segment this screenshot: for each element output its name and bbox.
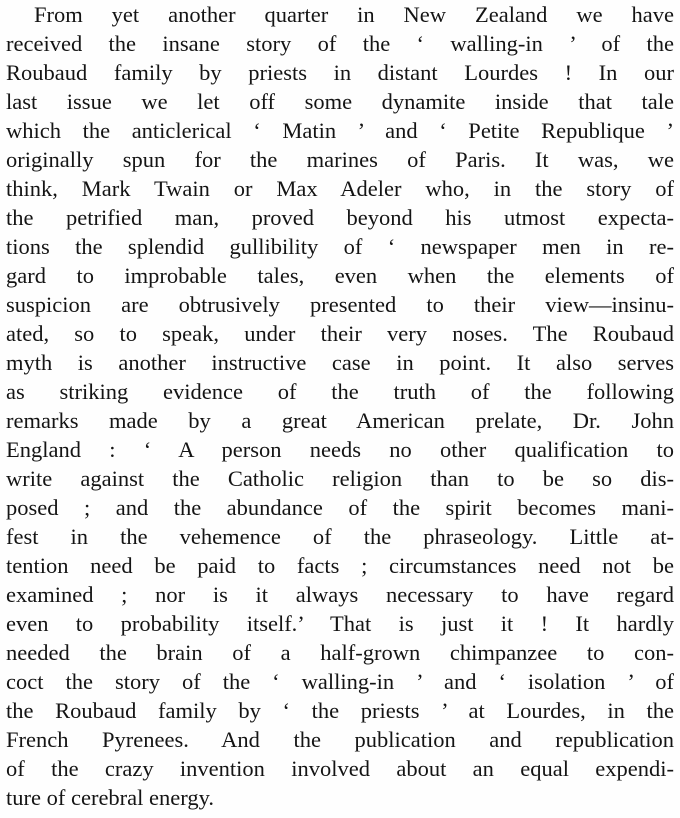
article-line-23: needed the brain of a half-grown chimpanzee to con- bbox=[6, 640, 674, 665]
article-line-28: ture of cerebral energy. bbox=[6, 785, 215, 810]
article-line-12: ated, so to speak, under their very noses. The Roubaud bbox=[6, 321, 674, 346]
article-line-2: received the insane story of the ‘ walling-in ’ of the bbox=[6, 31, 674, 56]
article-line-9: tions the splendid gullibility of ‘ newspaper men in re- bbox=[6, 234, 674, 259]
article-line-1: From yet another quarter in New Zealand we have bbox=[34, 2, 674, 27]
article-line-27: of the crazy invention involved about an equal expendi- bbox=[6, 756, 674, 781]
article-line-11: suspicion are obtrusively presented to their view—insinu- bbox=[6, 292, 674, 317]
article-line-20: tention need be paid to facts ; circumstances need not be bbox=[6, 553, 674, 578]
article-line-10: gard to improbable tales, even when the elements of bbox=[6, 263, 674, 288]
article-line-3: Roubaud family by priests in distant Lourdes ! In our bbox=[6, 60, 674, 85]
article-line-24: coct the story of the ‘ walling-in ’ and ‘ isolation ’ of bbox=[6, 669, 674, 694]
article-line-7: think, Mark Twain or Max Adeler who, in the story of bbox=[6, 176, 674, 201]
article-line-14: as striking evidence of the truth of the following bbox=[6, 379, 674, 404]
article-line-4: last issue we let off some dynamite inside that tale bbox=[6, 89, 674, 114]
article-line-16: England : ‘ A person needs no other qualification to bbox=[6, 437, 674, 462]
article-column bbox=[6, 0, 674, 812]
article-line-5: which the anticlerical ‘ Matin ’ and ‘ Petite Republique ’ bbox=[6, 118, 674, 143]
article-line-18: posed ; and the abundance of the spirit becomes mani- bbox=[6, 495, 674, 520]
article-line-19: fest in the vehemence of the phraseology. Little at- bbox=[6, 524, 674, 549]
article-line-26: French Pyrenees. And the publication and republication bbox=[6, 727, 674, 752]
article-line-13: myth is another instructive case in point. It also serves bbox=[6, 350, 674, 375]
article-line-6: originally spun for the marines of Paris. It was, we bbox=[6, 147, 674, 172]
article-line-17: write against the Catholic religion than to be so dis- bbox=[6, 466, 674, 491]
article-line-21: examined ; nor is it always necessary to have regard bbox=[6, 582, 674, 607]
article-line-15: remarks made by a great American prelate, Dr. John bbox=[6, 408, 674, 433]
article-line-22: even to probability itself.’ That is just it ! It hardly bbox=[6, 611, 674, 636]
article-line-8: the petrified man, proved beyond his utmost expecta- bbox=[6, 205, 674, 230]
article-line-25: the Roubaud family by ‘ the priests ’ at Lourdes, in the bbox=[6, 698, 674, 723]
